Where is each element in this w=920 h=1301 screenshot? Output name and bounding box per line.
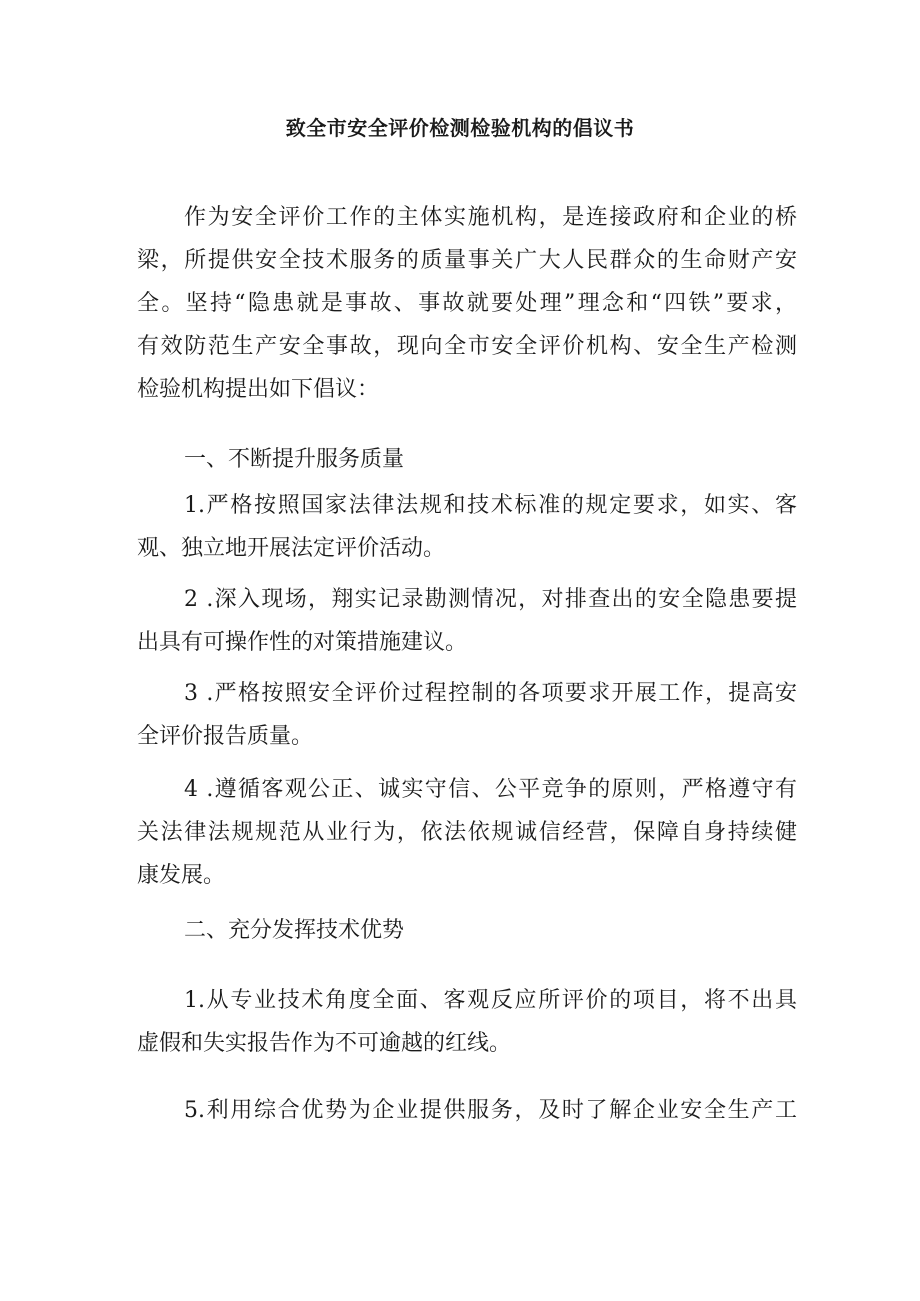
section-2-item-1-line-2: 虚假和失实报告作为不可逾越的红线。 (137, 1031, 512, 1056)
intro-line-3: 全。坚持“隐患就是事故、事故就要处理”理念和“四铁”要求， (137, 291, 797, 316)
section-1-item-4-line-2: 关法律法规规范从业行为，依法依规诚信经营，保障自身持续健 (137, 820, 797, 845)
section-1-item-2 (137, 578, 797, 664)
section-1-item-2-line-2: 出具有可操作性的对策措施建议。 (137, 630, 468, 655)
section-1-item-4-line-3: 康发展。 (137, 863, 226, 888)
intro-line-5: 检验机构提出如下倡议： (137, 377, 380, 402)
section-1-item-4 (137, 768, 797, 897)
section-1-item-1 (137, 484, 797, 570)
section-1-block (137, 438, 797, 481)
section-1-item-2-line-1: 2 .深入现场，翔实记录勘测情况，对排查出的安全隐患要提 (184, 587, 797, 612)
section-2-item-5 (137, 1089, 797, 1132)
section-1-heading: 一、不断提升服务质量 (184, 447, 405, 472)
intro-line-4: 有效防范生产安全事故，现向全市安全评价机构、安全生产检测 (137, 334, 797, 359)
section-2-item-1 (137, 979, 797, 1065)
section-2-block (137, 909, 797, 952)
intro-line-2: 梁，所提供安全技术服务的质量事关广大人民群众的生命财产安 (137, 248, 797, 273)
intro-line-1: 作为安全评价工作的主体实施机构，是连接政府和企业的桥 (184, 205, 797, 230)
section-1-item-3-line-1: 3 .严格按照安全评价过程控制的各项要求开展工作，提高安 (184, 681, 797, 706)
intro-paragraph (137, 196, 797, 411)
section-1-item-1-line-2: 观、独立地开展法定评价活动。 (137, 536, 446, 561)
section-1-item-3-line-2: 全评价报告质量。 (137, 724, 314, 749)
section-1-item-1-line-1: 1.严格按照国家法律法规和技术标准的规定要求，如实、客 (184, 493, 797, 518)
section-2-heading: 二、充分发挥技术优势 (184, 918, 405, 943)
section-1-item-3 (137, 672, 797, 758)
document-title: 致全市安全评价检测检验机构的倡议书 (285, 116, 635, 140)
section-2-item-1-line-1: 1.从专业技术角度全面、客观反应所评价的项目，将不出具 (184, 988, 797, 1013)
section-2-item-5-line-1: 5.利用综合优势为企业提供服务，及时了解企业安全生产工 (184, 1098, 797, 1123)
section-1-item-4-line-1: 4 .遵循客观公正、诚实守信、公平竞争的原则，严格遵守有 (184, 777, 797, 802)
